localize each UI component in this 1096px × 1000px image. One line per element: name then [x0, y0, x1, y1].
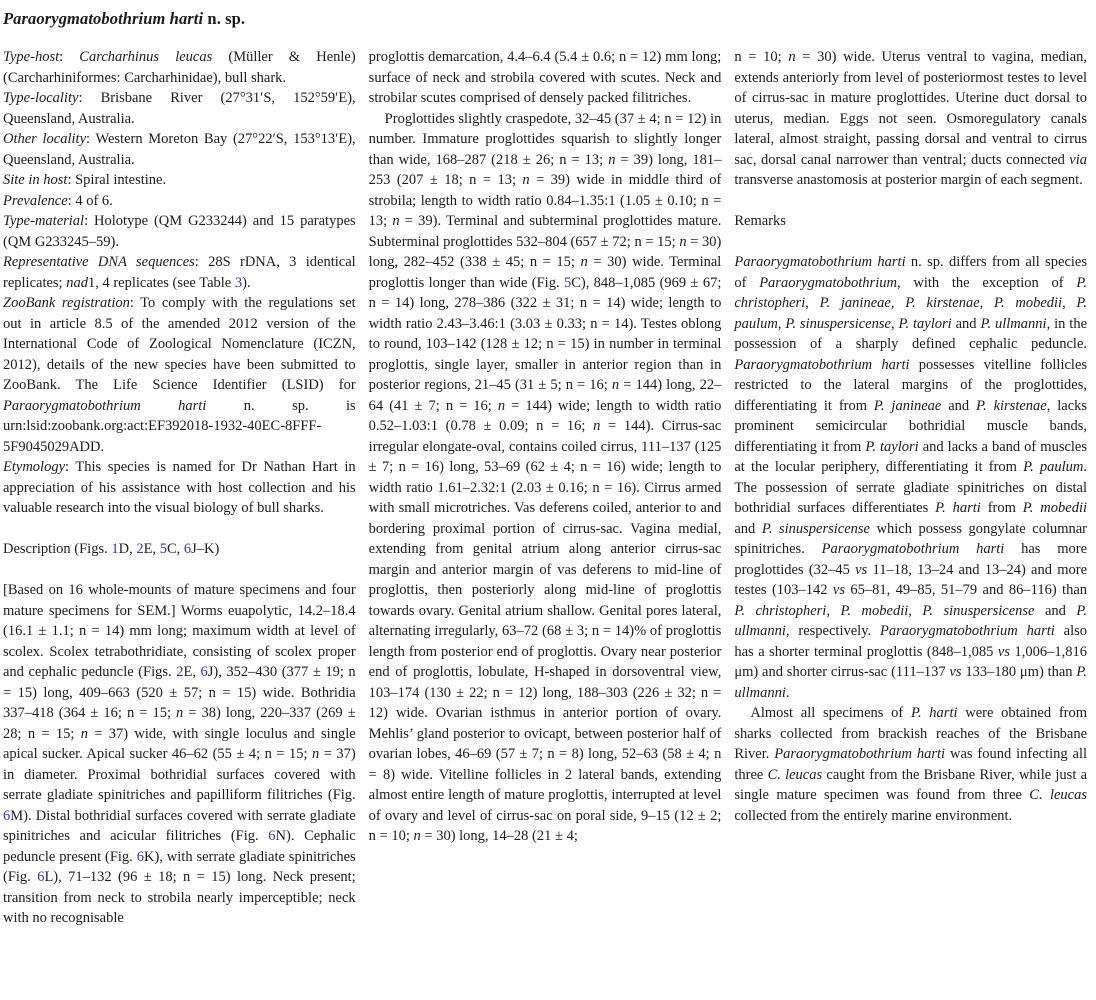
body-paragraph: Proglottides slightly craspedote, 32–45 (37 ± 4; n = 12) in number. Immature proglottides squarish to slightly longer than wide, 168–287 (218 ± 26; n = 13; n = 39) long, 181–253 (207 ± 18; n = 13; n = 39) wide in middle third of strobila; length to width ratio 0.84–1.35:1 (1.05 ± 0.10; n = 13; n = 39). Terminal and subterminal proglottides mature. Subterminal proglottides 532–804 (657 ± 72; n = 15; n = 30) long, 282–452 (338 ± 45; n = 15; n = 30) wide. Terminal proglottis longer than wide (Fig. 5C), 848–1,085 (969 ± 67; n = 14) long, 278–386 (322 ± 31; n = 14) wide; length to width ratio 2.43–3.46:1 (3.03 ± 0.33; n = 14). Testes oblong to round, 103–142 (128 ± 12; n = 15) in number in terminal proglottis, single layer, smaller in anterior region than in posterior regions, 21–45 (31 ± 5; n = 16; n = 144) long, 22–64 (41 ± 7; n = 16; n = 144) wide; length to width ratio 0.52–1.03:1 (0.78 ± 0.09; n = 16; n = 144). Cirrus-sac irregular elongate-oval, contains coiled cirrus, 111–137 (125 ± 7; n = 16) long, 53–69 (62 ± 4; n = 16) wide; length to width ratio 1.61–2.32:1 (2.03 ± 0.16; n = 16). Cirrus armed with small microtriches. Vas deferens coiled, anterior to and bordering proximal portion of cirrus-sac. Vagina medial, extending from genital atrium along anterior cirrus-sac margin and anterior margin of vas deferens to mid-line of proglottis, then posteriorly along mid-line of proglottis towards ovary. Genital atrium shallow. Genital pores lateral, alternating irregularly, 63–72 (68 ± 3; n = 14)% of proglottis length from posterior end of proglottis. Ovary near posterior end of proglottis, lobulate, H-shaped in dorsoventral view, 103–174 (130 ± 22; n = 12) long, 188–303 (226 ± 32; n = 12) wide. Ovarian isthmus in anterior portion of ovary. Mehlis’ gland posterior to ovicapt, between posterior half of ovarian lobes, 46–69 (57 ± 7; n = 8) long, 52–63 (58 ± 4; n = 8) wide. Vitelline follicles in 2 lateral bands, extending almost entire length of mature proglottis, interrupted at level of ovary and level of cirrus-sac on poral side, 9–15 (12 ± 2; n = 10; n = 30) long, 14–28 (21 ± 4; — [368, 110, 722, 844]
italic-text: Paraorygmatobothrium harti — [821, 541, 1005, 557]
italic-text: Paraorygmatobothrium harti — [3, 397, 207, 414]
italic-text: n — [608, 151, 616, 168]
italic-text: vs — [832, 582, 845, 598]
italic-text: n — [392, 213, 400, 229]
italic-text: n — [580, 254, 588, 270]
italic-text: P. christopheri — [734, 602, 827, 619]
description-heading: Description (Figs. 1D, 2E, 5C, 6J–K) — [3, 541, 220, 557]
taxonomy-entry: Representative DNA sequences: 28S rDNA, 3 identical replicates; nad1, 4 replicates (see Table 3). — [3, 254, 356, 291]
italic-text: Paraorygmatobothrium harti — [774, 746, 946, 762]
italic-text: n — [593, 418, 601, 434]
cross-reference-link[interactable]: 2 — [176, 664, 184, 680]
cross-reference-link[interactable]: 6 — [136, 848, 144, 865]
italic-text: P. kirstenae — [905, 295, 980, 311]
italic-text: P. paulum — [734, 295, 1088, 332]
italic-text: Paraorygmatobothrium harti — [879, 623, 1055, 639]
italic-text: P. mobedii — [1022, 500, 1088, 516]
body-paragraph: n = 10; n = 30) wide. Uterus ventral to vagina, median, extends anteriorly from level of posteriormost testes to level of cirrus-sac in mature proglottides. Uterine duct dorsal to uterus, median. Eggs not seen. Osmoregulatory canals lateral, almost straight, passing dorsal and ventral to cirrus sac, dorsal canal narrower than ventral; ducts connected via transverse anastomosis at posterior margin of each segment. — [734, 49, 1088, 188]
taxonomy-entry: Site in host: Spiral intestine. — [3, 172, 167, 188]
cross-reference-link[interactable]: 3 — [234, 274, 243, 291]
italic-text: Paraorygmatobothrium harti — [734, 254, 906, 270]
italic-text: n — [413, 828, 421, 844]
species-name: Paraorygmatobothrium harti — [3, 9, 204, 28]
cross-reference-link[interactable]: 1 — [111, 541, 119, 557]
italic-text: nad — [66, 274, 88, 291]
italic-text: Type-locality — [3, 90, 79, 106]
italic-text: P. janineae — [819, 295, 891, 311]
italic-text: P. taylori — [898, 315, 952, 332]
italic-text: Paraorygmatobothrium harti — [734, 356, 910, 373]
italic-text: n — [788, 49, 796, 65]
italic-text: vs — [949, 664, 962, 680]
cross-reference-link[interactable]: 6 — [37, 869, 45, 885]
italic-text: P. ullmanni — [980, 315, 1047, 332]
italic-text: P. janineae — [873, 397, 942, 414]
italic-text: n — [176, 705, 184, 721]
taxonomy-entry: Prevalence: 4 of 6. — [3, 192, 113, 209]
italic-text: Site in host — [3, 172, 68, 188]
italic-text: Type-material — [3, 213, 85, 229]
italic-text: Type-host — [3, 49, 60, 65]
taxonomy-entry: ZooBank registration: To comply with the regulations set out in article 8.5 of the amended 2012 version of the International Code of Zoological Nomenclature (ICZN, 2012), details of the new species have been submitted to ZooBank. The Life Science Identifier (LSID) for Paraorygmatobothrium harti n. sp. is urn:lsid:zoobank.org:act:EF392018-1932-40EC-8FFF-5F9045029ADD. — [3, 295, 356, 455]
italic-text: P. kirstenae — [976, 397, 1047, 414]
italic-text: Carcharhinus leucas — [79, 49, 213, 65]
cross-reference-link[interactable]: 6 — [183, 541, 192, 557]
taxonomy-entry: Type-host: Carcharhinus leucas (Müller & Henle) (Carcharhiniformes: Carcharhinidae), bull shark. — [3, 49, 356, 86]
italic-text: P. sinuspersicense — [922, 602, 1035, 619]
new-species-suffix: n. sp. — [203, 9, 246, 28]
italic-text: n — [311, 746, 320, 762]
italic-text: n — [611, 377, 620, 393]
italic-text: n — [497, 397, 506, 414]
italic-text: P. harti — [935, 500, 981, 516]
column-middle — [369, 47, 722, 929]
body-paragraph: proglottis demarcation, 4.4–6.4 (5.4 ± 0.6; n = 12) mm long; surface of neck and strobila covered with scutes. Neck and strobilar scutes comprised of densely packed filitriches. — [368, 49, 722, 106]
italic-text: Representative DNA sequences — [3, 254, 195, 270]
italic-text: vs — [855, 561, 868, 578]
cross-reference-link[interactable]: 6 — [3, 807, 11, 824]
italic-text: ZooBank registration — [3, 295, 130, 311]
taxonomy-entry: Other locality: Western Moreton Bay (27°22′S, 153°13′E), Queensland, Australia. — [3, 131, 356, 168]
body-paragraph: Almost all specimens of P. harti were obtained from sharks collected from brackish reaches of the Brisbane River. Paraorygmatobothrium harti was found infecting all three C. leucas caught from the Brisbane River, while just a single mature specimen was found from three C. leucas collected from the entirely marine environment. — [734, 705, 1088, 824]
italic-text: P. sinuspersicense — [785, 315, 891, 332]
italic-text: P. ullmanni — [734, 664, 1088, 701]
taxonomy-entry: Type-locality: Brisbane River (27°31′S, 152°59′E), Queensland, Australia. — [3, 90, 356, 127]
article-header — [3, 8, 1087, 29]
article-title — [3, 8, 1087, 29]
italic-text: Etymology — [3, 459, 66, 475]
italic-text: Paraorygmatobothrium — [759, 274, 897, 291]
italic-text: P. harti — [910, 705, 958, 721]
italic-text: P. mobedii — [840, 602, 909, 619]
column-left — [3, 47, 356, 929]
taxonomy-entry: Type-material: Holotype (QM G233244) and 15 paratypes (QM G233245–59). — [3, 213, 356, 250]
body-paragraph: [Based on 16 whole-mounts of mature specimens and four mature specimens for SEM.] Worms euapolytic, 14.2–18.4 (16.1 ± 1.1; n = 14) mm long; maximum width at level of scolex. Scolex tetrabothridiate, consisting of scolex proper and cephalic peduncle (Figs. 2E, 6J), 352–430 (377 ± 19; n = 15) long, 409–663 (520 ± 57; n = 15) wide. Bothridia 337–418 (364 ± 16; n = 15; n = 38) long, 220–337 (269 ± 28; n = 15; n = 37) wide, with single loculus and single apical sucker. Apical sucker 46–62 (55 ± 4; n = 15; n = 37) in diameter. Proximal bothridial surfaces covered with serrate gladiate spinitriches and papilliform filitriches (Fig. 6M). Distal bothridial surfaces covered with serrate gladiate spinitriches and acicular filitriches (Fig. 6N). Cephalic peduncle present (Fig. 6K), with serrate gladiate spinitriches (Fig. 6L), 71–132 (96 ± 18; n = 15) long. Neck present; transition from neck to strobila nearly imperceptible; neck with no recognisable — [3, 582, 356, 926]
body-paragraph: Paraorygmatobothrium harti n. sp. differs from all species of Paraorygmatobothrium, with the exception of P. christopheri, P. janineae, P. kirstenae, P. mobedii, P. paulum, P. sinuspersicense, P. taylori and P. ullmanni, in the possession of a sharply defined cephalic peduncle. Paraorygmatobothrium harti possesses vitelline follicles restricted to the lateral margins of the proglottides, differentiating it from P. janineae and P. kirstenae, lacks prominent semicircular bothridial muscle bands, differentiating it from P. taylori and lacks a band of muscles at the locular periphery, differentiating it from P. paulum. The possession of serrate gladiate spinitriches on distal bothridial surfaces differentiates P. harti from P. mobedii and P. sinuspersicense which possess gongylate columnar spinitriches. Paraorygmatobothrium harti has more proglottides (32–45 vs 11–18, 13–24 and 13–24) and more testes (103–142 vs 65–81, 49–85, 51–79 and 86–116) than P. christopheri, P. mobedii, P. sinuspersicense and P. ullmanni, respectively. Paraorygmatobothrium harti also has a shorter terminal proglottis (848–1,085 vs 1,006–1,816 μm) and shorter cirrus-sac (111–137 vs 133–180 μm) than P. ullmanni. — [734, 254, 1088, 701]
column-right — [734, 47, 1087, 929]
cross-reference-link[interactable]: 5 — [563, 274, 572, 291]
italic-text: Prevalence — [3, 192, 68, 209]
cross-reference-link[interactable]: 6 — [200, 664, 208, 680]
italic-text: n — [679, 233, 687, 250]
cross-reference-link[interactable]: 2 — [136, 541, 144, 557]
italic-text: P. taylori — [865, 438, 919, 455]
italic-text: P. sinuspersicense — [761, 520, 870, 537]
italic-text: P. christopheri — [734, 274, 1088, 311]
italic-text: P. ullmanni — [734, 602, 1088, 639]
italic-text: C. leucas — [767, 766, 823, 783]
section-heading: Remarks — [734, 213, 786, 229]
italic-text: n — [80, 725, 88, 742]
italic-text: vs — [997, 643, 1010, 660]
cross-reference-link[interactable]: 6 — [268, 828, 276, 844]
italic-text: C. leucas — [1029, 787, 1088, 803]
italic-text: via — [1069, 151, 1088, 168]
article-body — [3, 47, 1087, 929]
taxonomy-entry: Etymology: This species is named for Dr Nathan Hart in appreciation of his assistance with host collection and his valuable research into the visual biology of bull sharks. — [3, 459, 356, 516]
italic-text: Other locality — [3, 131, 86, 147]
italic-text: n — [522, 172, 530, 188]
cross-reference-link[interactable]: 5 — [159, 541, 167, 557]
italic-text: P. paulum — [1023, 459, 1084, 475]
italic-text: P. mobedii — [994, 295, 1063, 311]
